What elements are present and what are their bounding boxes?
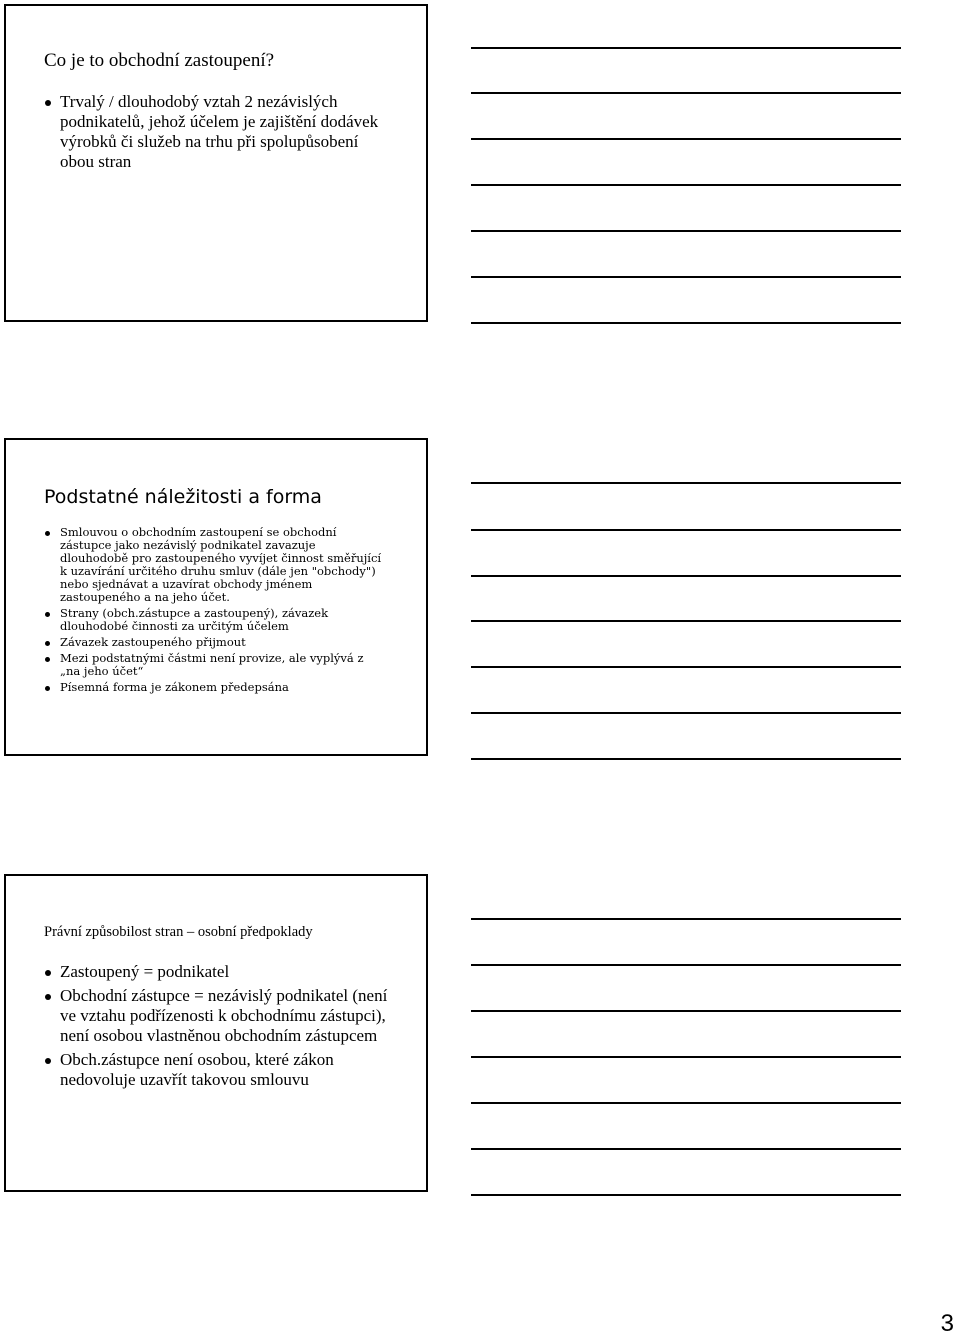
bullet-item: Písemná forma je zákonem předepsána	[44, 681, 382, 694]
slide-title: Podstatné náležitosti a forma	[44, 486, 322, 508]
note-line	[471, 1010, 901, 1012]
slide-1	[4, 4, 428, 322]
bullet-list	[44, 92, 394, 172]
slide-title: Právní způsobilost stran – osobní předpoklady	[44, 924, 313, 940]
note-line	[471, 712, 901, 714]
note-line	[471, 918, 901, 920]
bullet-item: Smlouvou o obchodním zastoupení se obchodní zástupce jako nezávislý podnikatel zavazuje dlouhodobě pro zastoupeného vyvíjet činnost směřující k uzavírání určitého druhu smluv (dále jen "obchody") nebo sjednávat a uzavírat obchody jménem zastoupeného a na jeho účet.	[44, 526, 382, 604]
page-number: 3	[940, 1310, 954, 1337]
bullet-list	[44, 526, 382, 697]
bullet-item: Obchodní zástupce = nezávislý podnikatel (není ve vztahu podřízenosti k obchodnímu zástupci), není osobou vlastněnou obchodním zástupcem	[44, 986, 394, 1046]
slide-2	[4, 438, 428, 756]
note-line	[471, 184, 901, 186]
bullet-item: Trvalý / dlouhodobý vztah 2 nezávislých podnikatelů, jehož účelem je zajištění dodávek výrobků či služeb na trhu při spolupůsobení obou stran	[44, 92, 394, 172]
slide-3	[4, 874, 428, 1192]
bullet-item: Závazek zastoupeného přijmout	[44, 636, 382, 649]
note-line	[471, 92, 901, 94]
note-line	[471, 322, 901, 324]
bullet-item: Strany (obch.zástupce a zastoupený), závazek dlouhodobé činnosti za určitým účelem	[44, 607, 382, 633]
bullet-list	[44, 962, 394, 1094]
note-line	[471, 47, 901, 49]
note-line	[471, 1056, 901, 1058]
slide-title: Co je to obchodní zastoupení?	[44, 50, 275, 71]
note-line	[471, 620, 901, 622]
note-line	[471, 666, 901, 668]
note-line	[471, 138, 901, 140]
note-line	[471, 758, 901, 760]
bullet-item: Zastoupený = podnikatel	[44, 962, 394, 982]
note-line	[471, 1102, 901, 1104]
note-line	[471, 529, 901, 531]
note-line	[471, 575, 901, 577]
note-line	[471, 1148, 901, 1150]
note-line	[471, 276, 901, 278]
note-line	[471, 482, 901, 484]
note-line	[471, 230, 901, 232]
note-line	[471, 1194, 901, 1196]
note-line	[471, 964, 901, 966]
bullet-item: Obch.zástupce není osobou, které zákon nedovoluje uzavřít takovou smlouvu	[44, 1050, 394, 1090]
bullet-item: Mezi podstatnými částmi není provize, ale vyplývá z „na jeho účet“	[44, 652, 382, 678]
